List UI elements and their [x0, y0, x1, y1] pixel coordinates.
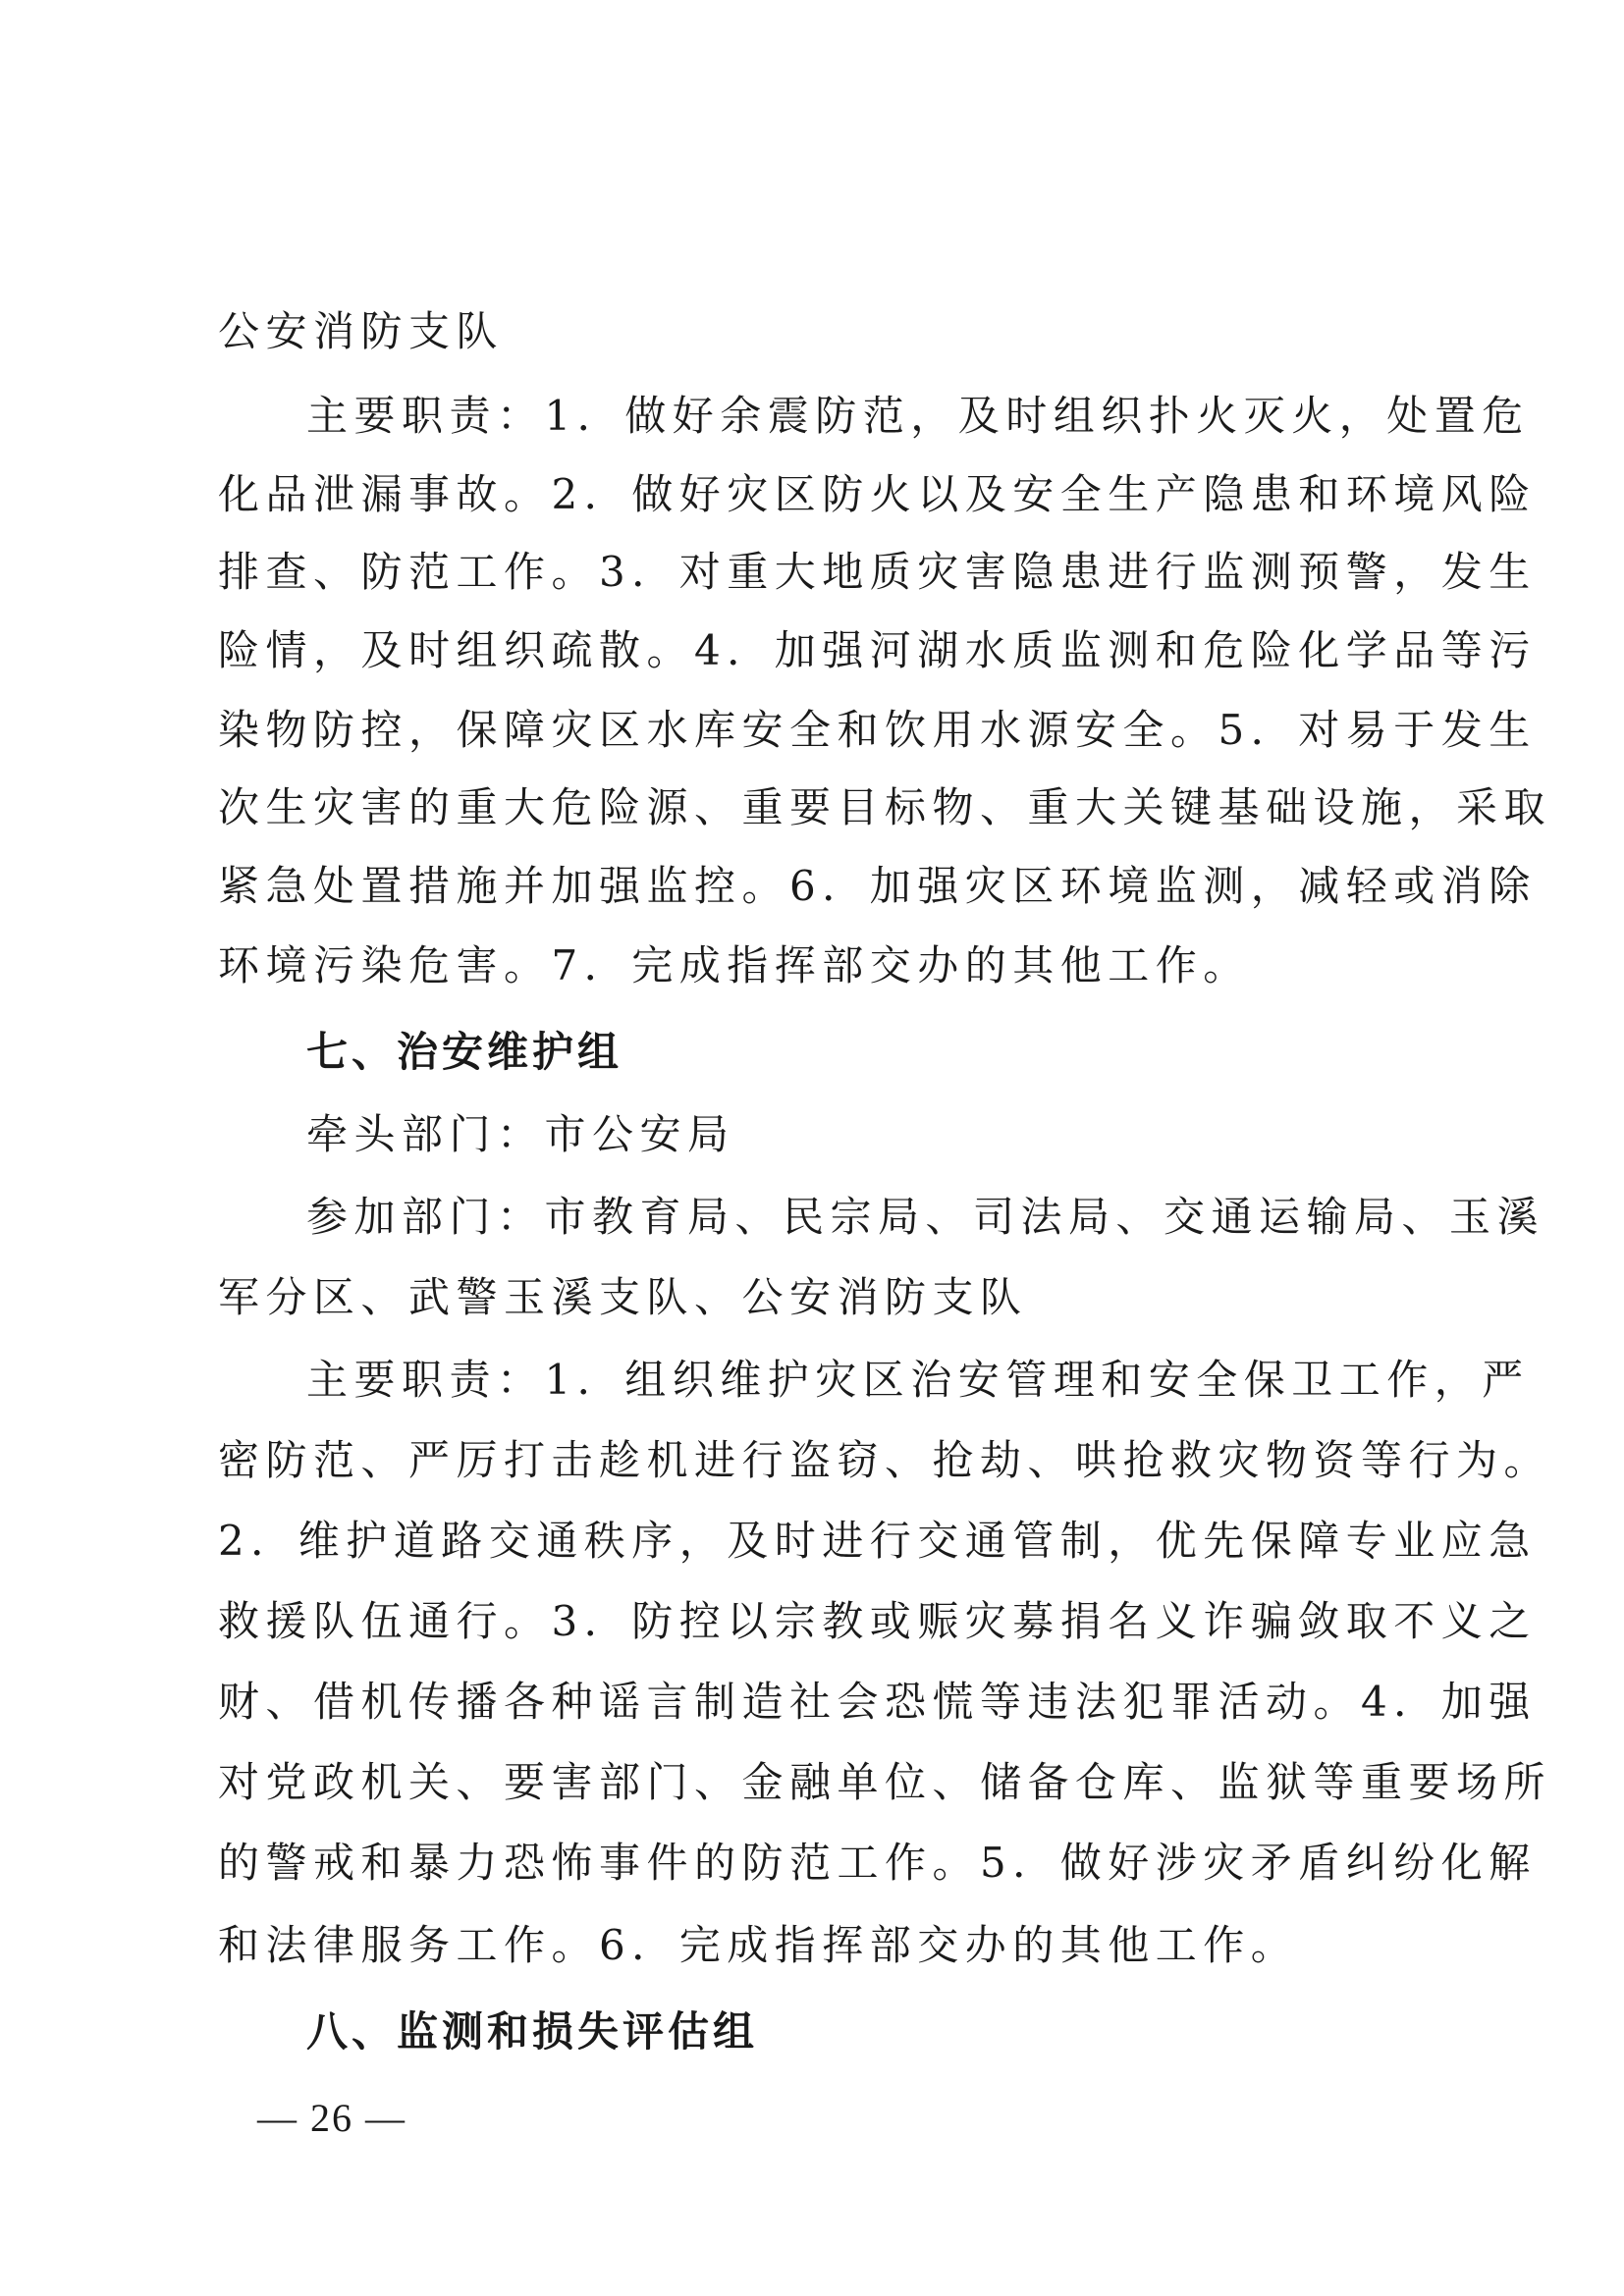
- body-text-line: 险情，及时组织疏散。4．加强河湖水质监测和危险化学品等污: [218, 626, 1537, 674]
- body-text-line: 排查、防范工作。3．对重大地质灾害隐患进行监测预警，发生: [218, 548, 1537, 596]
- body-text-line: 环境污染危害。7．完成指挥部交办的其他工作。: [218, 941, 1251, 989]
- lead-department-line: 牵头部门：市公安局: [306, 1110, 735, 1158]
- body-text-line: 主要职责：1．组织维护灾区治安管理和安全保卫工作，严: [306, 1356, 1530, 1404]
- body-text-line: 次生灾害的重大危险源、重要目标物、重大关键基础设施，采取: [218, 783, 1552, 831]
- participating-departments-line: 参加部门：市教育局、民宗局、司法局、交通运输局、玉溪: [306, 1193, 1545, 1241]
- section-heading: 八、监测和损失评估组: [306, 2007, 759, 2056]
- body-text-line: 密防范、严厉打击趁机进行盗窃、抢劫、哄抢救灾物资等行为。: [218, 1436, 1552, 1484]
- body-text-line: 主要职责：1．做好余震防范，及时组织扑火灭火，处置危: [306, 392, 1530, 440]
- body-text-line: 紧急处置措施并加强监控。6．加强灾区环境监测，减轻或消除: [218, 862, 1537, 910]
- body-text-line: 和法律服务工作。6．完成指挥部交办的其他工作。: [218, 1921, 1299, 1969]
- body-text-line: 军分区、武警玉溪支队、公安消防支队: [218, 1273, 1028, 1321]
- body-text-line: 救援队伍通行。3．防控以宗教或赈灾募捐名义诈骗敛取不义之: [218, 1597, 1537, 1645]
- body-text-line: 2．维护道路交通秩序，及时进行交通管制，优先保障专业应急: [218, 1517, 1537, 1565]
- page-number: — 26 —: [257, 2096, 406, 2140]
- section-heading: 七、治安维护组: [306, 1028, 623, 1076]
- body-text-line: 化品泄漏事故。2．做好灾区防火以及安全生产隐患和环境风险: [218, 470, 1537, 518]
- body-text-line: 财、借机传播各种谣言制造社会恐慌等违法犯罪活动。4．加强: [218, 1678, 1537, 1726]
- body-text-line: 的警戒和暴力恐怖事件的防范工作。5．做好涉灾矛盾纠纷化解: [218, 1839, 1537, 1887]
- body-text-line: 染物防控，保障灾区水库安全和饮用水源安全。5．对易于发生: [218, 706, 1537, 754]
- body-text-line: 对党政机关、要害部门、金融单位、储备仓库、监狱等重要场所: [218, 1758, 1552, 1806]
- body-text-line: 公安消防支队: [218, 307, 505, 355]
